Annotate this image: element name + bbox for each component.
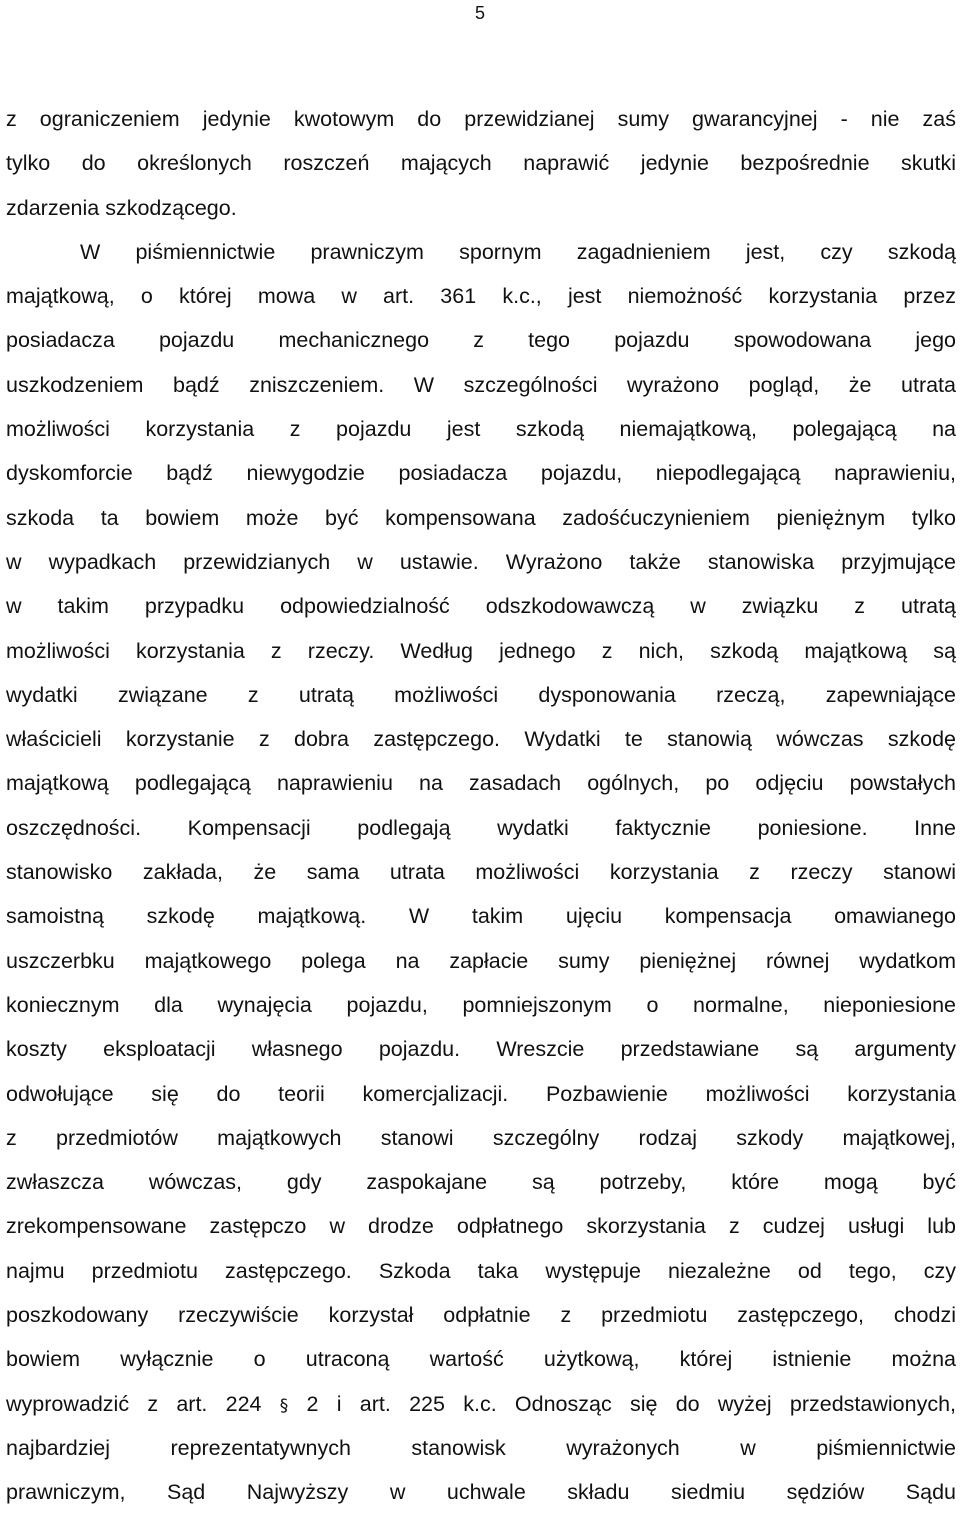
text-line: najbardziej reprezentatywnych stanowisk wyrażonych w piśmiennictwie bbox=[6, 1435, 956, 1460]
text-line: koniecznym dla wynajęcia pojazdu, pomniejszonym o normalne, nieponiesione bbox=[6, 992, 956, 1017]
text-line: bowiem wyłącznie o utraconą wartość użytkową, której istnienie można bbox=[6, 1347, 956, 1372]
text-line: tylko do określonych roszczeń mających naprawić jedynie bezpośrednie skutki bbox=[6, 151, 956, 176]
text-line: W piśmiennictwie prawniczym spornym zagadnieniem jest, czy szkodą bbox=[80, 239, 956, 264]
text-line: możliwości korzystania z pojazdu jest szkodą niemajątkową, polegającą na bbox=[6, 417, 956, 442]
page-number: 5 bbox=[474, 3, 485, 23]
text-line: oszczędności. Kompensacji podlegają wydatki faktycznie poniesione. Inne bbox=[6, 815, 956, 840]
text-line: szkoda ta bowiem może być kompensowana zadośćuczynieniem pieniężnym tylko bbox=[6, 505, 956, 530]
text-line: majątkową podlegającą naprawieniu na zasadach ogólnych, po odjęciu powstałych bbox=[6, 771, 956, 796]
text-line: odwołujące się do teorii komercjalizacji. Pozbawienie możliwości korzystania bbox=[6, 1081, 956, 1106]
text-line: z ograniczeniem jedynie kwotowym do przewidzianej sumy gwarancyjnej - nie zaś bbox=[6, 107, 956, 131]
section-sign: § bbox=[279, 1395, 289, 1416]
text-line: właścicieli korzystanie z dobra zastępczego. Wydatki te stanowią wówczas szkodę bbox=[6, 727, 956, 752]
text-line: z przedmiotów majątkowych stanowi szczególny rodzaj szkody majątkowej, bbox=[6, 1125, 956, 1150]
text-line: w wypadkach przewidzianych w ustawie. Wyrażono także stanowiska przyjmujące bbox=[6, 549, 956, 574]
body-text bbox=[6, 100, 956, 1518]
text-line: poszkodowany rzeczywiście korzystał odpłatnie z przedmiotu zastępczego, chodzi bbox=[6, 1303, 956, 1328]
text-line: stanowisko zakłada, że sama utrata możliwości korzystania z rzeczy stanowi bbox=[6, 860, 956, 885]
text-segment: wyprowadzić z art. 224 bbox=[6, 1391, 262, 1416]
text-line: uszkodzeniem bądź zniszczeniem. W szczególności wyrażono pogląd, że utrata bbox=[6, 372, 956, 397]
text-line: koszty eksploatacji własnego pojazdu. Wreszcie przedstawiane są argumenty bbox=[6, 1037, 956, 1062]
text-line bbox=[6, 1385, 956, 1429]
text-line: najmu przedmiotu zastępczego. Szkoda taka występuje niezależne od tego, czy bbox=[6, 1258, 956, 1283]
text-line: zwłaszcza wówczas, gdy zaspokajane są potrzeby, które mogą być bbox=[6, 1170, 956, 1195]
text-segment: 2 i art. 225 k.c. Odnosząc się do wyżej przedstawionych, bbox=[306, 1391, 956, 1416]
text-line: majątkową, o której mowa w art. 361 k.c., jest niemożność korzystania przez bbox=[6, 284, 956, 309]
text-line: samoistną szkodę majątkową. W takim ujęciu kompensacja omawianego bbox=[6, 904, 956, 929]
text-line: uszczerbku majątkowego polega na zapłacie sumy pieniężnej równej wydatkom bbox=[6, 948, 956, 973]
text-line: w takim przypadku odpowiedzialność odszkodowawczą w związku z utratą bbox=[6, 594, 956, 619]
text-line: możliwości korzystania z rzeczy. Według jednego z nich, szkodą majątkową są bbox=[6, 638, 956, 663]
text-line: wydatki związane z utratą możliwości dysponowania rzeczą, zapewniające bbox=[6, 682, 956, 707]
text-line: posiadacza pojazdu mechanicznego z tego pojazdu spowodowana jego bbox=[6, 328, 956, 353]
text-line: prawniczym, Sąd Najwyższy w uchwale składu siedmiu sędziów Sądu bbox=[6, 1480, 956, 1505]
text-line: dyskomforcie bądź niewygodzie posiadacza pojazdu, niepodlegającą naprawieniu, bbox=[6, 461, 956, 486]
text-line: zdarzenia szkodzącego. bbox=[6, 195, 237, 220]
text-line: zrekompensowane zastępczo w drodze odpłatnego skorzystania z cudzej usługi lub bbox=[6, 1214, 956, 1239]
